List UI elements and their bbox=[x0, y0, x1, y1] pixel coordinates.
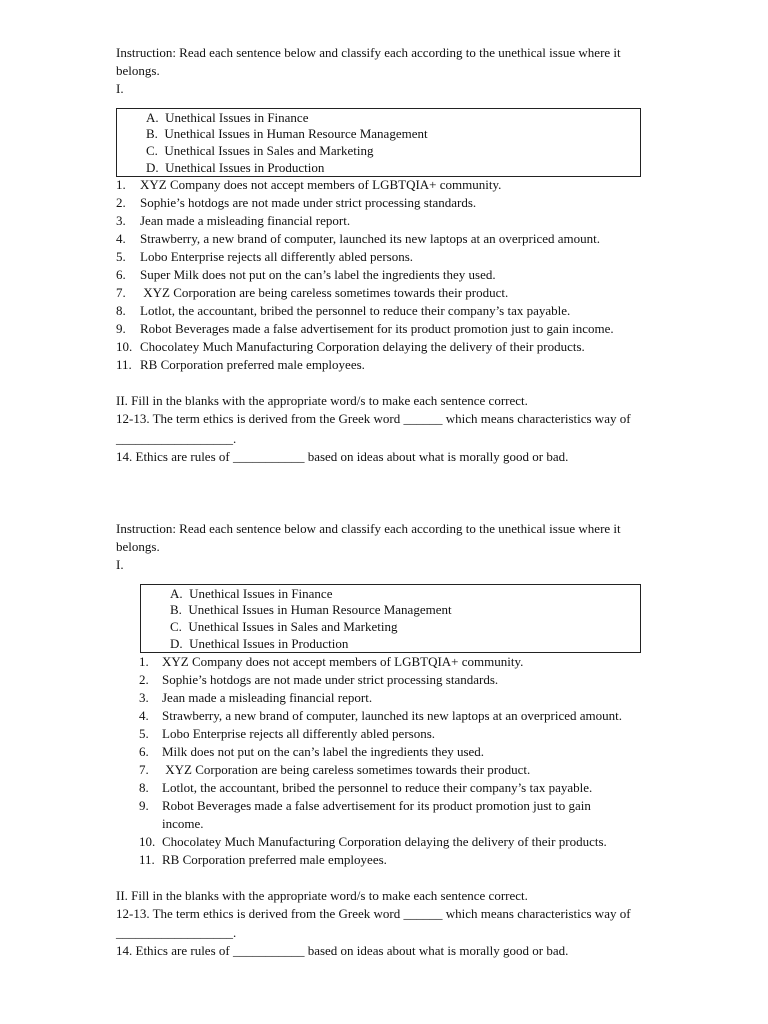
question-12-13: 12-13. The term ethics is derived from the Greek word ______ which means characteristics way of bbox=[116, 411, 631, 426]
list-item: 1. XYZ Company does not accept members of LGBTQIA+ community. bbox=[116, 177, 502, 192]
part2-title: II. Fill in the blanks with the appropriate word/s to make each sentence correct. bbox=[116, 888, 528, 903]
list-item: 7. XYZ Corporation are being careless sometimes towards their product. bbox=[116, 285, 509, 300]
list-item: 10. Chocolatey Much Manufacturing Corporation delaying the delivery of their products. bbox=[116, 339, 585, 354]
instruction-text-cont: belongs. bbox=[116, 539, 160, 554]
option-c: C. Unethical Issues in Sales and Marketing bbox=[170, 619, 398, 634]
option-d: D. Unethical Issues in Production bbox=[170, 636, 349, 651]
list-item-continuation: income. bbox=[162, 816, 204, 831]
part-label: I. bbox=[116, 81, 124, 96]
list-item: 5. Lobo Enterprise rejects all differently abled persons. bbox=[116, 249, 414, 264]
question-14: 14. Ethics are rules of ___________ based on ideas about what is morally good or bad. bbox=[116, 449, 569, 464]
list-item: 11. RB Corporation preferred male employees. bbox=[139, 852, 387, 867]
list-item: 4. Strawberry, a new brand of computer, launched its new laptops at an overpriced amount. bbox=[139, 708, 622, 723]
list-item: 8. Lotlot, the accountant, bribed the personnel to reduce their company’s tax payable. bbox=[139, 780, 593, 795]
list-item: 6. Milk does not put on the can’s label the ingredients they used. bbox=[139, 744, 485, 759]
question-14: 14. Ethics are rules of ___________ based on ideas about what is morally good or bad. bbox=[116, 943, 569, 958]
option-c: C. Unethical Issues in Sales and Marketing bbox=[146, 143, 374, 158]
list-item: 5. Lobo Enterprise rejects all differently abled persons. bbox=[139, 726, 436, 741]
option-d: D. Unethical Issues in Production bbox=[146, 160, 325, 175]
instruction-text-cont: belongs. bbox=[116, 63, 160, 78]
list-item: 8. Lotlot, the accountant, bribed the personnel to reduce their company’s tax payable. bbox=[116, 303, 571, 318]
question-12-13: 12-13. The term ethics is derived from the Greek word ______ which means characteristics way of bbox=[116, 906, 631, 921]
list-item: 9. Robot Beverages made a false advertisement for its product promotion just to gain income. bbox=[116, 321, 614, 336]
question-12-13-blank: __________________. bbox=[116, 925, 237, 940]
list-item: 2. Sophie’s hotdogs are not made under strict processing standards. bbox=[139, 672, 499, 687]
list-item: 3. Jean made a misleading financial report. bbox=[139, 690, 373, 705]
options-box bbox=[116, 108, 641, 177]
option-a: A. Unethical Issues in Finance bbox=[146, 110, 309, 125]
list-item: 9. Robot Beverages made a false advertisement for its product promotion just to gain bbox=[139, 798, 591, 813]
instruction-text: Instruction: Read each sentence below and classify each according to the unethical issue where it bbox=[116, 521, 621, 536]
list-item: 11. RB Corporation preferred male employees. bbox=[116, 357, 365, 372]
option-b: B. Unethical Issues in Human Resource Management bbox=[170, 602, 452, 617]
list-item: 3. Jean made a misleading financial report. bbox=[116, 213, 351, 228]
list-item: 10. Chocolatey Much Manufacturing Corporation delaying the delivery of their products. bbox=[139, 834, 607, 849]
option-b: B. Unethical Issues in Human Resource Management bbox=[146, 126, 428, 141]
list-item: 4. Strawberry, a new brand of computer, launched its new laptops at an overpriced amount. bbox=[116, 231, 600, 246]
question-12-13-blank: __________________. bbox=[116, 431, 237, 446]
option-a: A. Unethical Issues in Finance bbox=[170, 586, 333, 601]
list-item: 6. Super Milk does not put on the can’s label the ingredients they used. bbox=[116, 267, 496, 282]
list-item: 1. XYZ Company does not accept members of LGBTQIA+ community. bbox=[139, 654, 524, 669]
part2-title: II. Fill in the blanks with the appropriate word/s to make each sentence correct. bbox=[116, 393, 528, 408]
list-item: 2. Sophie’s hotdogs are not made under strict processing standards. bbox=[116, 195, 477, 210]
instruction-text: Instruction: Read each sentence below and classify each according to the unethical issue where it bbox=[116, 45, 621, 60]
part-label: I. bbox=[116, 557, 124, 572]
list-item: 7. XYZ Corporation are being careless sometimes towards their product. bbox=[139, 762, 531, 777]
options-box bbox=[140, 584, 641, 653]
